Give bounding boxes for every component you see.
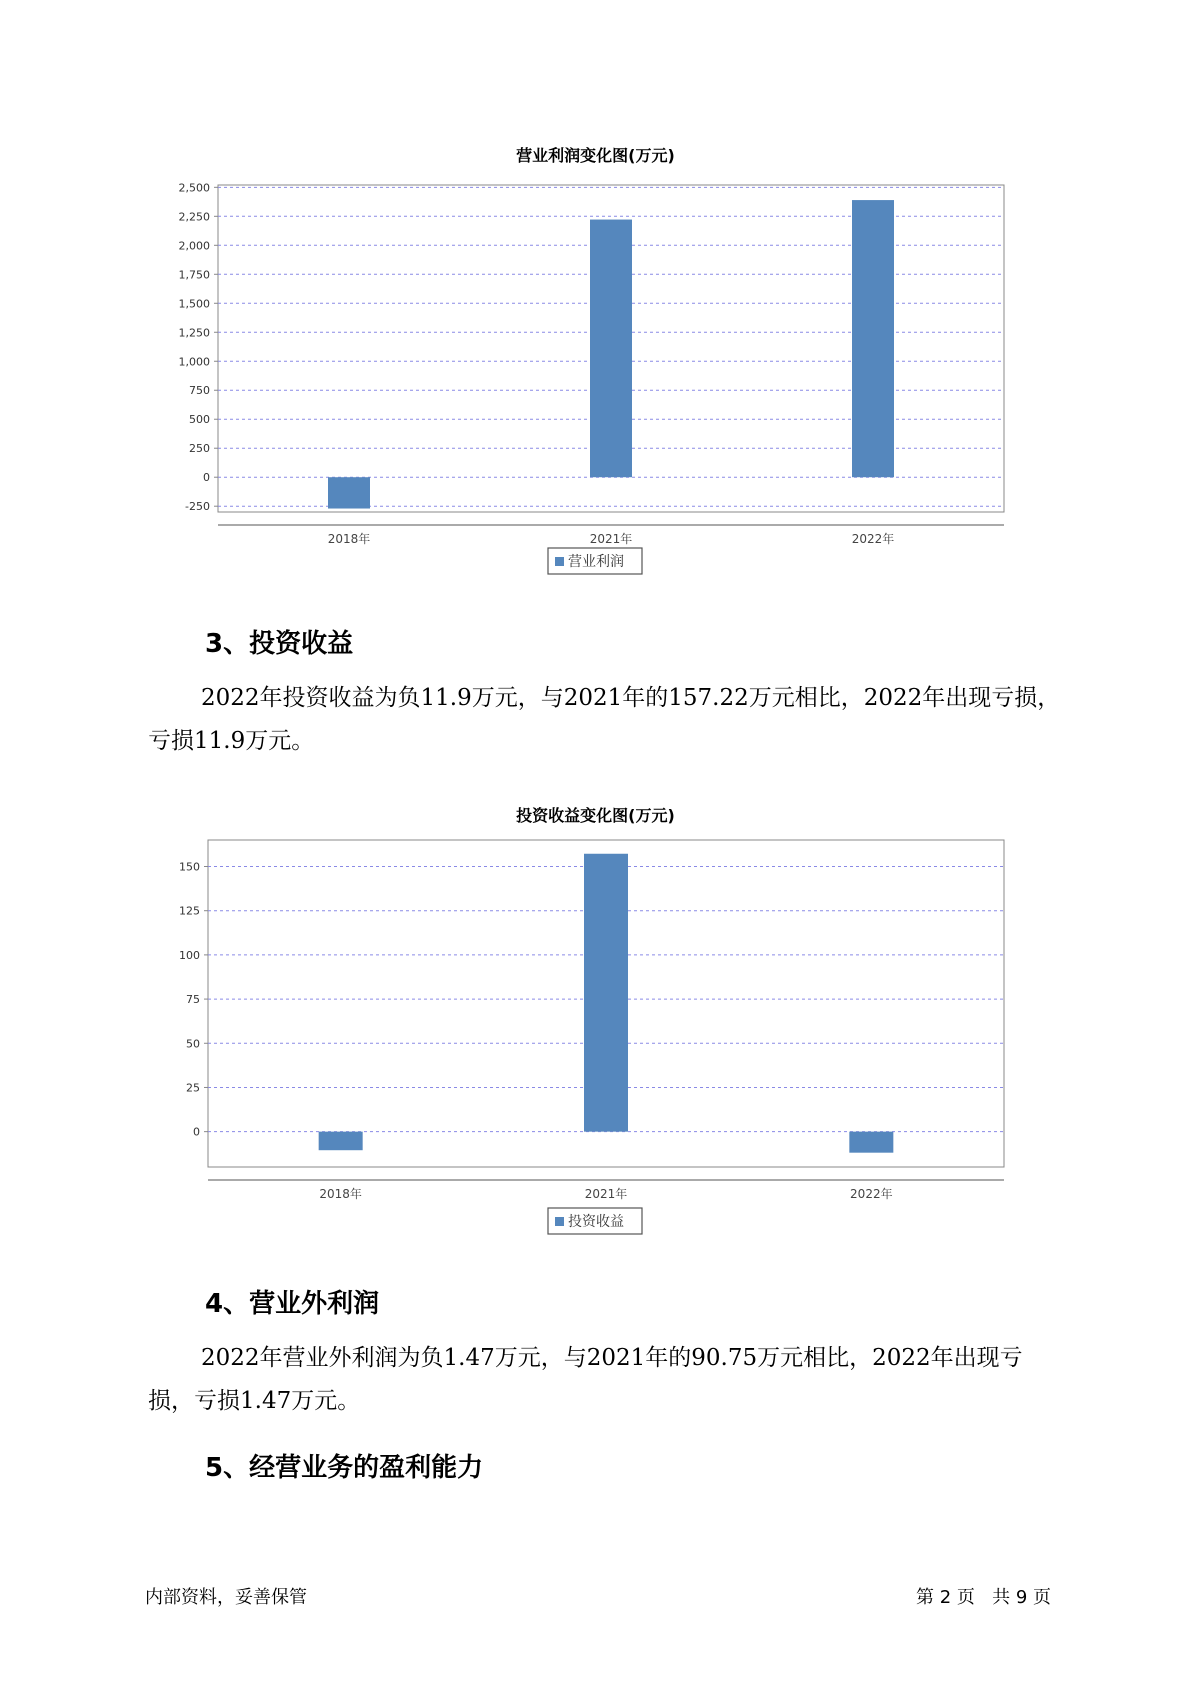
section-heading-investment-income: 3、投资收益: [205, 629, 354, 659]
legend-label: 投资收益: [568, 1214, 624, 1230]
chart2-title: 投资收益变化图(万元): [516, 806, 675, 825]
chart1-operating-profit: [0, 150, 1191, 590]
section-heading-profitability: 5、经营业务的盈利能力: [205, 1453, 484, 1483]
y-tick-label: 250: [189, 442, 210, 456]
x-category-label: 2021年: [584, 1187, 628, 1201]
y-tick-label: 0: [193, 1125, 200, 1139]
y-tick-label: 1,750: [178, 268, 210, 282]
legend-swatch: [555, 557, 564, 566]
x-category-label: 2022年: [851, 532, 895, 546]
y-tick-label: 125: [179, 904, 200, 918]
legend-label: 营业利润: [568, 554, 624, 570]
y-tick-label: 750: [189, 384, 210, 398]
chart1-title: 营业利润变化图(万元): [516, 146, 675, 165]
bar: [328, 477, 370, 508]
x-category-label: 2018年: [327, 532, 371, 546]
y-tick-label: 50: [186, 1037, 200, 1051]
bar: [590, 220, 632, 478]
footer-page-number: 第 2 页 共 9 页: [916, 1587, 1051, 1608]
y-tick-label: 500: [189, 413, 210, 427]
y-tick-label: 1,250: [178, 326, 210, 340]
x-category-label: 2022年: [850, 1187, 893, 1201]
y-tick-label: 0: [203, 471, 210, 485]
paragraph-investment-income: 2022年投资收益为负11.9万元，与2021年的157.22万元相比，2022年出现亏损，亏损11.9万元。: [148, 685, 1061, 754]
y-tick-label: 150: [179, 860, 200, 874]
y-tick-label: 25: [186, 1081, 200, 1095]
section-heading-non-operating-profit: 4、营业外利润: [205, 1289, 380, 1319]
chart2-investment-income: [0, 810, 1191, 1250]
paragraph-non-operating-profit: 2022年营业外利润为负1.47万元，与2021年的90.75万元相比，2022年出现亏损，亏损1.47万元。: [148, 1345, 1023, 1414]
y-tick-label: 2,500: [178, 181, 210, 195]
y-tick-label: 2,250: [178, 210, 210, 224]
bar: [849, 1132, 893, 1153]
bar: [852, 200, 894, 477]
y-tick-label: 2,000: [178, 239, 210, 253]
y-tick-label: 1,000: [178, 355, 210, 369]
y-tick-label: -250: [185, 500, 210, 514]
y-tick-label: 100: [179, 948, 200, 962]
y-tick-label: 1,500: [178, 297, 210, 311]
footer-confidential-note: 内部资料，妥善保管: [145, 1587, 307, 1608]
x-category-label: 2018年: [319, 1187, 362, 1201]
y-tick-label: 75: [186, 993, 200, 1007]
legend-swatch: [555, 1217, 564, 1226]
x-category-label: 2021年: [589, 532, 633, 546]
bar: [319, 1132, 363, 1151]
bar: [584, 854, 628, 1132]
